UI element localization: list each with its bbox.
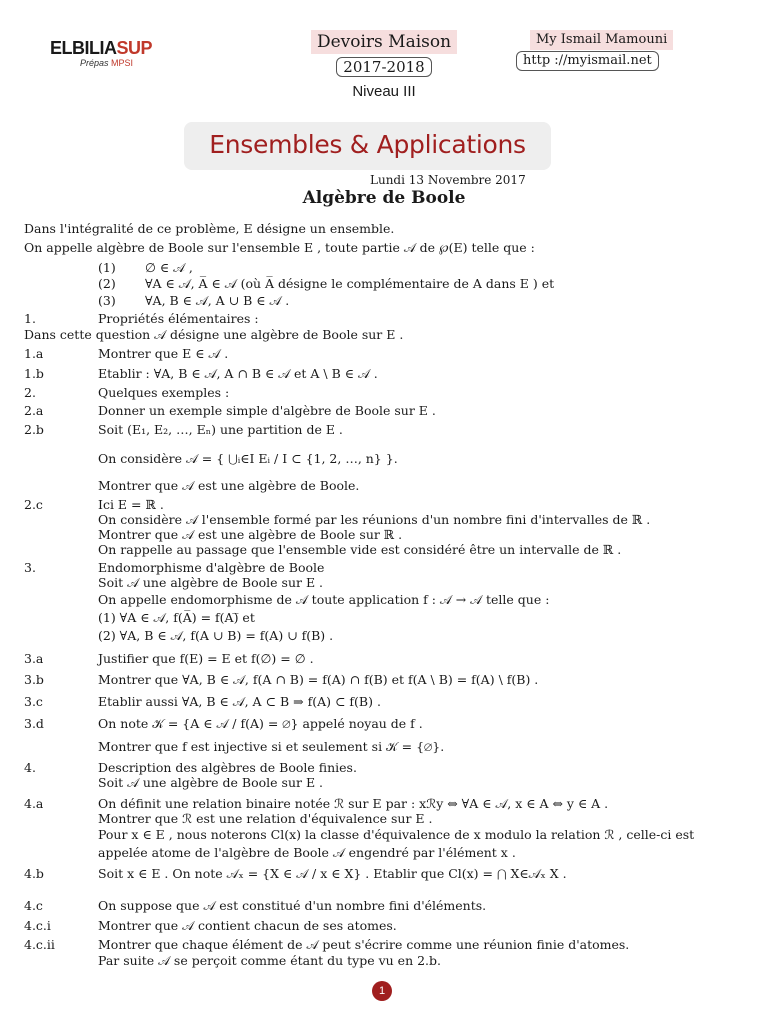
logo-sub-mpsi: MPSI — [111, 58, 134, 68]
title-banner — [184, 122, 551, 170]
page-title: Ensembles & Applications — [209, 130, 526, 159]
date: Lundi 13 Novembre 2017 — [370, 173, 526, 187]
level-label: Niveau III — [352, 83, 416, 100]
website-link[interactable]: http ://myismail.net — [516, 51, 659, 71]
logo-sup-text: SUP — [116, 38, 153, 58]
year-badge: 2017-2018 — [336, 57, 431, 77]
logo-main-text: ELBILIA — [50, 38, 117, 58]
subtitle: Algèbre de Boole — [302, 188, 466, 208]
author-label: My Ismail Mamouni — [530, 30, 673, 50]
devoirs-label: Devoirs Maison — [311, 30, 457, 54]
logo-sub-text: Prépas — [80, 58, 109, 68]
page-number: 1 — [372, 981, 392, 1001]
